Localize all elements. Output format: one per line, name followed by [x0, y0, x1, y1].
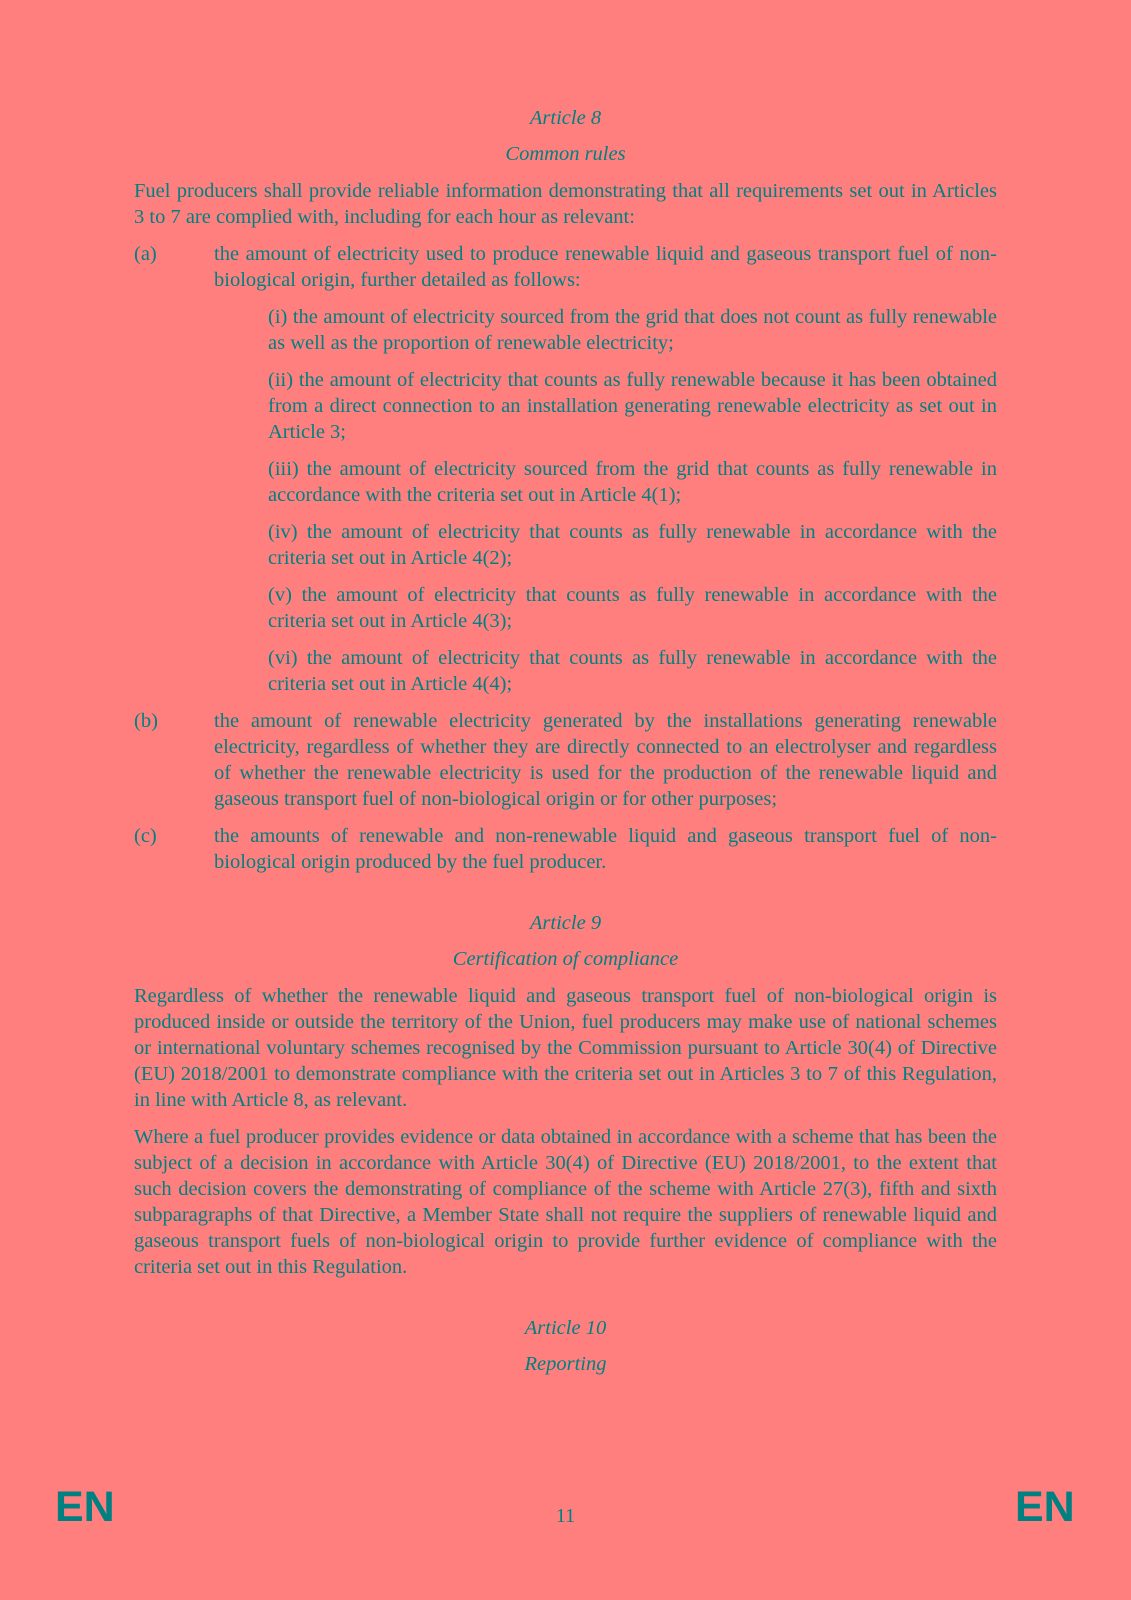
list-item-text: the amount of renewable electricity generated by the installations generating renewable electricity, regardless of whether they are directly connected to an electrolyser and regardless of whether the renewable electricity is used for the production of the renewable liquid and gaseous transport fuel of non-biological origin or for other purposes; — [214, 710, 997, 810]
article-8-subtitle: Common rules — [505, 143, 626, 165]
language-code-left: EN — [55, 1483, 115, 1531]
article-10-subtitle: Reporting — [524, 1353, 607, 1375]
list-item-text: the amounts of renewable and non-renewable liquid and gaseous transport fuel of non-biological origin produced by the fuel producer. — [214, 825, 997, 873]
section-spacer — [134, 1291, 997, 1315]
list-item-label: (b) — [134, 710, 158, 732]
language-code-right: EN — [1015, 1483, 1075, 1531]
article-8-title: Article 8 — [529, 107, 602, 129]
list-item-text: the amount of electricity used to produce renewable liquid and gaseous transport fuel of non-biological origin, further detailed as follows: — [214, 243, 997, 291]
sub-item-iv: (iv) the amount of electricity that counts as fully renewable in accordance with the criteria set out in Article 4(2); — [268, 521, 997, 569]
article-9-paragraph-1: Regardless of whether the renewable liquid and gaseous transport fuel of non-biological origin is produced inside or outside the territory of the Union, fuel producers may make use of national schemes or international voluntary schemes recognised by the Commission pursuant to Article 30(4) of Directive (EU) 2018/2001 to demonstrate compliance with the criteria set out in Articles 3 to 7 of this Regulation, in line with Article 8, as relevant. — [134, 985, 997, 1111]
sub-item-v: (v) the amount of electricity that counts as fully renewable in accordance with the criteria set out in Article 4(3); — [268, 584, 997, 632]
article-10-title: Article 10 — [524, 1317, 607, 1339]
article-8-intro: Fuel producers shall provide reliable information demonstrating that all requirements set out in Articles 3 to 7 are complied with, including for each hour as relevant: — [134, 180, 997, 228]
list-item-c — [134, 823, 997, 875]
sub-item-iii: (iii) the amount of electricity sourced from the grid that counts as fully renewable in accordance with the criteria set out in Article 4(1); — [268, 458, 997, 506]
sub-item-i: (i) the amount of electricity sourced from the grid that does not count as fully renewable as well as the proportion of renewable electricity; — [268, 306, 997, 354]
article-9-paragraph-2: Where a fuel producer provides evidence or data obtained in accordance with a scheme that has been the subject of a decision in accordance with Article 30(4) of Directive (EU) 2018/2001, to the extent that such decision covers the demonstrating of compliance of the scheme with Article 27(3), fifth and sixth subparagraphs of that Directive, a Member State shall not require the suppliers of renewable liquid and gaseous transport fuels of non-biological origin to provide further evidence of compliance with the criteria set out in this Regulation. — [134, 1126, 997, 1278]
section-spacer — [134, 886, 997, 910]
article-9-title: Article 9 — [529, 912, 602, 934]
list-item-a — [134, 241, 997, 293]
list-item-b — [134, 708, 997, 812]
article-9-subtitle: Certification of compliance — [452, 948, 679, 970]
list-item-label: (a) — [134, 243, 157, 265]
sub-item-vi: (vi) the amount of electricity that counts as fully renewable in accordance with the criteria set out in Article 4(4); — [268, 647, 997, 695]
list-item-label: (c) — [134, 825, 157, 847]
page-number: 11 — [555, 1505, 576, 1527]
sub-item-ii: (ii) the amount of electricity that counts as fully renewable because it has been obtained from a direct connection to an installation generating renewable electricity as set out in Article 3; — [268, 369, 997, 443]
document-page — [134, 105, 997, 1388]
